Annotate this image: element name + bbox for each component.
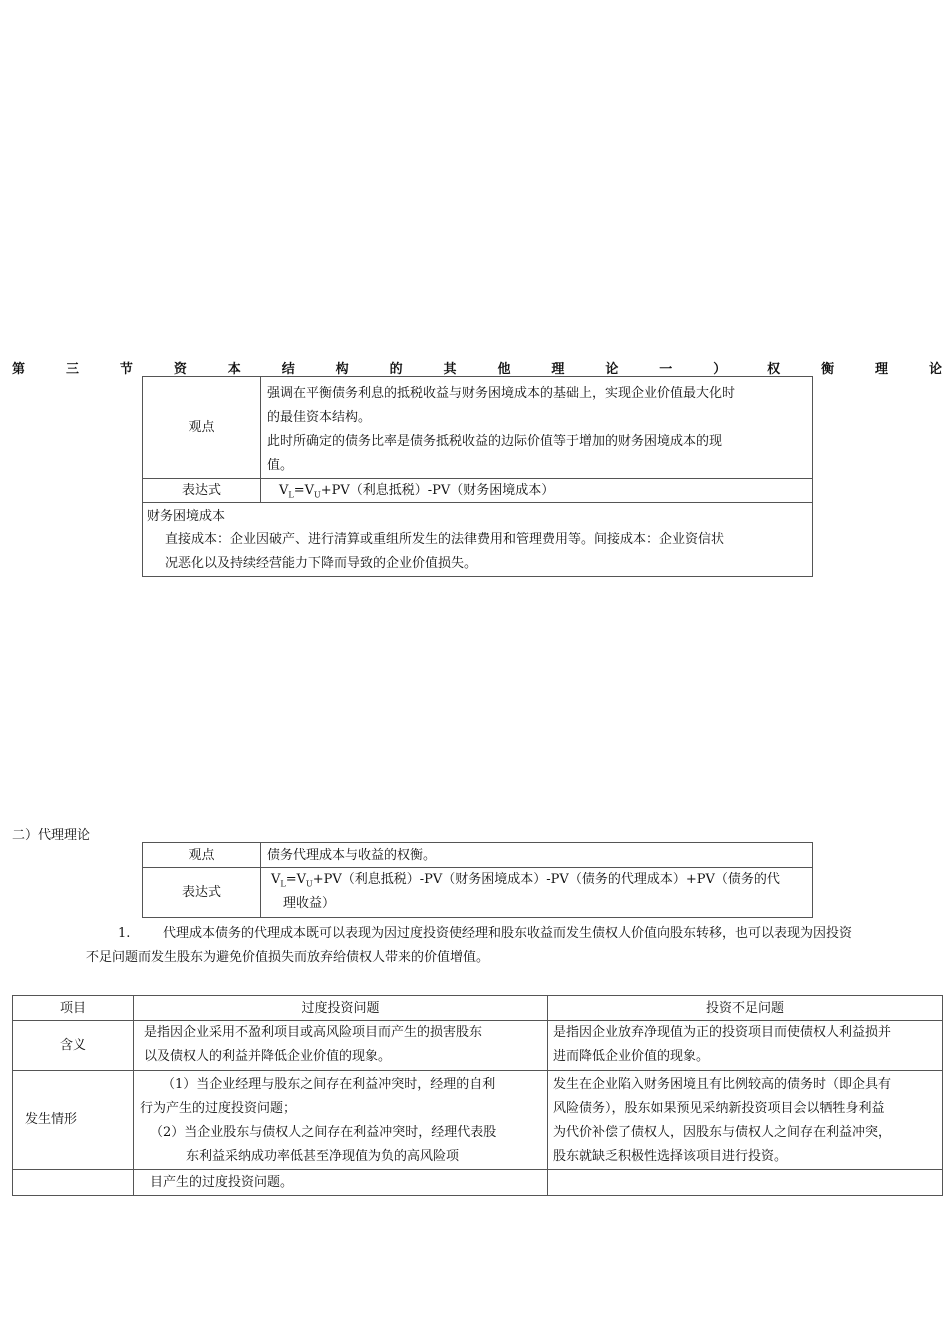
section-heading-char: 的 <box>389 362 403 377</box>
agency-viewpoint-text: 债务代理成本与收益的权衡。 <box>261 843 813 868</box>
situation-label: 发生情形 <box>13 1071 134 1170</box>
section-heading-char: 论 <box>928 362 942 377</box>
distress-cost-cell <box>143 503 813 577</box>
agency-table <box>142 842 813 918</box>
formula-text: $V_L=V_U+PV$（利息抵税）-PV（财务困境成本） <box>261 479 813 503</box>
section-heading-char: 他 <box>497 362 511 377</box>
section-heading-char: 三 <box>65 362 79 377</box>
agency-para-line1: 代理成本债务的代理成本既可以表现为因过度投资使经理和股东收益而发生债权人价值向股东转移，也可以表现为因投资 <box>163 926 853 941</box>
section-heading-char: 资 <box>173 362 187 377</box>
distress-line1: 直接成本：企业因破产、进行清算或重组所发生的法律费用和管理费用等。间接成本：企业资信状 <box>165 532 725 547</box>
formula-label: 表达式 <box>143 479 261 503</box>
viewpoint-label: 观点 <box>143 377 261 479</box>
section-heading-char: 论 <box>605 362 619 377</box>
tradeoff-table <box>142 376 813 577</box>
agency-heading: 二）代理理论 <box>12 828 91 843</box>
agency-formula-label: 表达式 <box>143 868 261 918</box>
section-heading-char: ） <box>713 362 727 377</box>
situation-over: （1）当企业经理与股东之间存在利益冲突时，经理的自利 行为产生的过度投资问题； （2）当企业股东与债权人之间存在利益冲突时，经理代表股 东利益采纳成功率低甚至净现值为负的高风险项 <box>134 1071 548 1170</box>
meaning-over: 是指因企业采用不盈利项目或高风险项目而产生的损害股东 以及债权人的利益并降低企业价值的现象。 <box>134 1021 548 1071</box>
distress-title: 财务困境成本 <box>147 509 226 524</box>
situation-under: 发生在企业陷入财务困境且有比例较高的债务时（即企具有 风险债务），股东如果预见采纳新投资项目会以牺牲身利益 为代价补偿了债权人，因股东与债权人之间存在利益冲突， 股东就缺乏积极性选择该项目进行投资。 <box>548 1071 943 1170</box>
distress-line2: 况恶化以及持续经营能力下降而导致的企业价值损失。 <box>165 556 478 571</box>
header-under-investment: 投资不足问题 <box>548 996 943 1021</box>
section-heading-char: 其 <box>443 362 457 377</box>
header-over-investment: 过度投资问题 <box>134 996 548 1021</box>
agency-para-number: 1. <box>118 926 131 941</box>
section-heading <box>12 358 942 377</box>
section-heading-char: 衡 <box>821 362 835 377</box>
meaning-label: 含义 <box>13 1021 134 1071</box>
section-heading-char: 本 <box>227 362 241 377</box>
section-heading-char: 构 <box>335 362 349 377</box>
situation-under-cont <box>548 1170 943 1196</box>
agency-formula-text: $V_L=V_U+PV$（利息抵税）-PV（财务困境成本）-PV（债务的代理成本）+PV（债务的代 理收益） <box>261 868 813 918</box>
header-item: 项目 <box>13 996 134 1021</box>
section-heading-char: 理 <box>551 362 565 377</box>
agency-viewpoint-label: 观点 <box>143 843 261 868</box>
section-heading-char: 节 <box>119 362 133 377</box>
section-heading-char: 理 <box>875 362 889 377</box>
section-heading-char: 权 <box>767 362 781 377</box>
section-heading-char: 一 <box>659 362 673 377</box>
viewpoint-text: 强调在平衡债务利息的抵税收益与财务困境成本的基础上，实现企业价值最大化时 的最佳资本结构。 此时所确定的债务比率是债务抵税收益的边际价值等于增加的财务困境成本的现 值。 <box>261 377 813 479</box>
comparison-table <box>12 995 943 1196</box>
agency-para-line2: 不足问题而发生股东为避免价值损失而放弃给债权人带来的价值增值。 <box>86 950 490 965</box>
situation-label-cont <box>13 1170 134 1196</box>
situation-over-cont: 目产生的过度投资问题。 <box>134 1170 548 1196</box>
section-heading-char: 结 <box>281 362 295 377</box>
meaning-under: 是指因企业放弃净现值为正的投资项目而使债权人利益损并 进而降低企业价值的现象。 <box>548 1021 943 1071</box>
section-heading-char: 第 <box>12 362 26 377</box>
